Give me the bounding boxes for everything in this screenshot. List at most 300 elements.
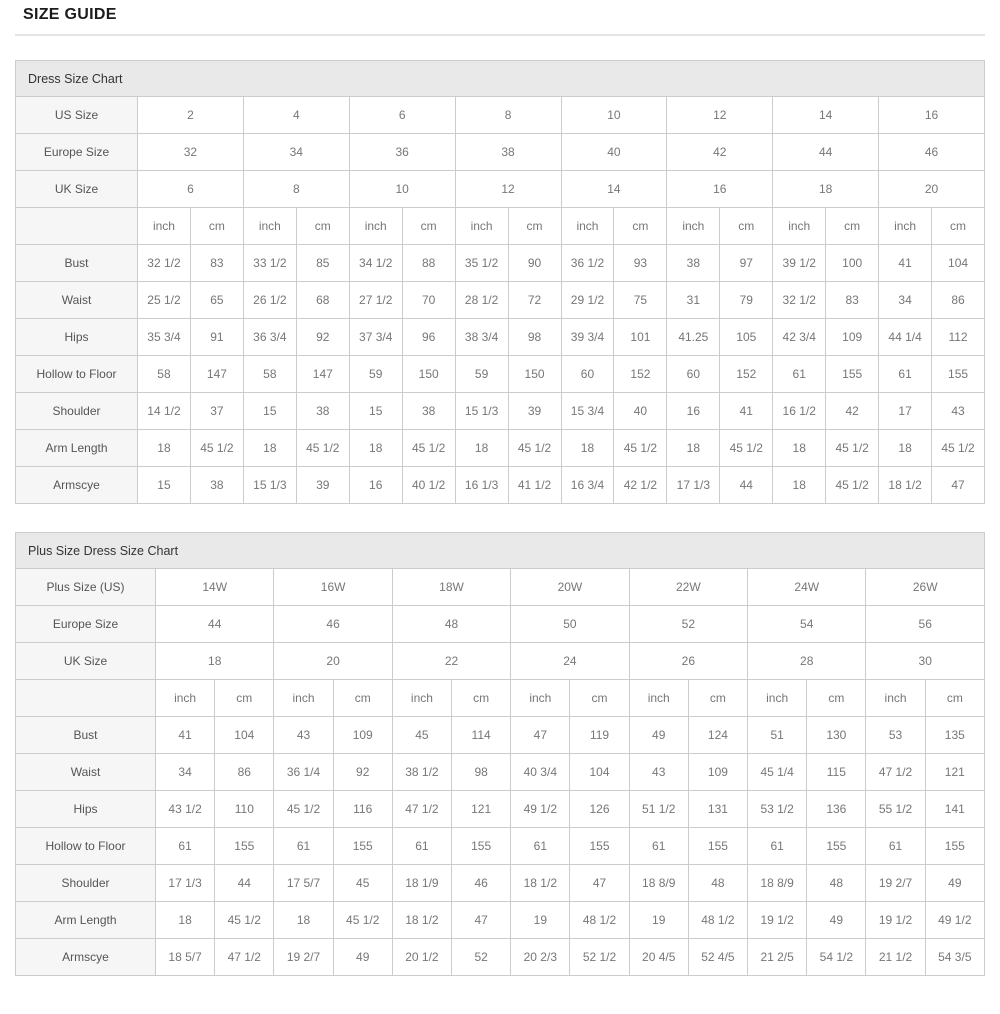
- measurement-row: [16, 717, 985, 754]
- measurement-row: [16, 393, 985, 430]
- measurement-value-cell: 61: [748, 828, 807, 865]
- unit-row: [16, 680, 985, 717]
- measurement-value-cell: 43: [932, 393, 985, 430]
- measurement-value-cell: 18: [773, 430, 826, 467]
- measurement-value-cell: 47 1/2: [215, 939, 274, 976]
- size-value-cell: 36: [349, 134, 455, 171]
- measurement-value-cell: 42: [826, 393, 879, 430]
- measurement-value-cell: 104: [932, 245, 985, 282]
- size-value-cell: 24: [511, 643, 629, 680]
- measurement-value-cell: 61: [392, 828, 451, 865]
- measurement-value-cell: 16 3/4: [561, 467, 614, 504]
- measurement-value-cell: 19 2/7: [866, 865, 925, 902]
- size-value-cell: 4: [243, 97, 349, 134]
- measurement-value-cell: 52: [452, 939, 511, 976]
- measurement-value-cell: 43: [274, 717, 333, 754]
- measurement-value-cell: 37 3/4: [349, 319, 402, 356]
- measurement-row: [16, 319, 985, 356]
- unit-cell: inch: [866, 680, 925, 717]
- measurement-value-cell: 101: [614, 319, 667, 356]
- measurement-row: [16, 282, 985, 319]
- unit-cell: cm: [508, 208, 561, 245]
- measurement-value-cell: 19 2/7: [274, 939, 333, 976]
- measurement-value-cell: 45 1/4: [748, 754, 807, 791]
- measurement-value-cell: 155: [452, 828, 511, 865]
- row-label: Waist: [16, 754, 156, 791]
- size-value-cell: 14: [773, 97, 879, 134]
- measurement-value-cell: 19 1/2: [748, 902, 807, 939]
- measurement-value-cell: 105: [720, 319, 773, 356]
- size-value-cell: 14: [561, 171, 667, 208]
- size-value-cell: 50: [511, 606, 629, 643]
- measurement-value-cell: 72: [508, 282, 561, 319]
- size-value-cell: 44: [773, 134, 879, 171]
- measurement-value-cell: 52 4/5: [688, 939, 747, 976]
- unit-cell: inch: [773, 208, 826, 245]
- measurement-value-cell: 104: [215, 717, 274, 754]
- row-label: Armscye: [16, 467, 138, 504]
- measurement-value-cell: 48: [688, 865, 747, 902]
- measurement-value-cell: 98: [452, 754, 511, 791]
- row-label: Shoulder: [16, 865, 156, 902]
- measurement-value-cell: 39 3/4: [561, 319, 614, 356]
- row-label: UK Size: [16, 643, 156, 680]
- measurement-value-cell: 45 1/2: [932, 430, 985, 467]
- unit-cell: cm: [296, 208, 349, 245]
- measurement-row: [16, 791, 985, 828]
- measurement-value-cell: 15 1/3: [455, 393, 508, 430]
- measurement-value-cell: 17 1/3: [156, 865, 215, 902]
- measurement-row: [16, 467, 985, 504]
- measurement-value-cell: 49: [807, 902, 866, 939]
- measurement-value-cell: 34 1/2: [349, 245, 402, 282]
- size-value-cell: 30: [866, 643, 985, 680]
- row-label: Europe Size: [16, 134, 138, 171]
- empty-label-cell: [16, 208, 138, 245]
- row-label: Bust: [16, 245, 138, 282]
- row-label: Waist: [16, 282, 138, 319]
- measurement-value-cell: 68: [296, 282, 349, 319]
- measurement-value-cell: 29 1/2: [561, 282, 614, 319]
- measurement-value-cell: 37: [190, 393, 243, 430]
- measurement-value-cell: 45 1/2: [826, 467, 879, 504]
- measurement-value-cell: 109: [333, 717, 392, 754]
- size-row: [16, 569, 985, 606]
- measurement-value-cell: 97: [720, 245, 773, 282]
- measurement-value-cell: 155: [826, 356, 879, 393]
- table-title-row: [16, 533, 985, 569]
- measurement-value-cell: 18 1/9: [392, 865, 451, 902]
- unit-cell: inch: [392, 680, 451, 717]
- size-value-cell: 12: [667, 97, 773, 134]
- measurement-value-cell: 38: [402, 393, 455, 430]
- measurement-value-cell: 65: [190, 282, 243, 319]
- measurement-value-cell: 47: [511, 717, 570, 754]
- size-value-cell: 26W: [866, 569, 985, 606]
- measurement-value-cell: 92: [296, 319, 349, 356]
- size-value-cell: 14W: [156, 569, 274, 606]
- measurement-row: [16, 865, 985, 902]
- measurement-value-cell: 35 3/4: [138, 319, 191, 356]
- measurement-value-cell: 61: [511, 828, 570, 865]
- measurement-value-cell: 34: [156, 754, 215, 791]
- size-value-cell: 12: [455, 171, 561, 208]
- size-row: [16, 171, 985, 208]
- measurement-value-cell: 100: [826, 245, 879, 282]
- measurement-value-cell: 46: [452, 865, 511, 902]
- measurement-value-cell: 150: [508, 356, 561, 393]
- measurement-row: [16, 430, 985, 467]
- unit-cell: inch: [879, 208, 932, 245]
- unit-cell: inch: [561, 208, 614, 245]
- unit-cell: inch: [138, 208, 191, 245]
- measurement-value-cell: 93: [614, 245, 667, 282]
- measurement-value-cell: 42 1/2: [614, 467, 667, 504]
- measurement-value-cell: 41: [879, 245, 932, 282]
- dress-size-chart-section: [15, 60, 985, 504]
- row-label: Bust: [16, 717, 156, 754]
- measurement-value-cell: 48 1/2: [688, 902, 747, 939]
- measurement-value-cell: 17 5/7: [274, 865, 333, 902]
- table-title: Dress Size Chart: [16, 61, 985, 97]
- measurement-value-cell: 44: [215, 865, 274, 902]
- measurement-value-cell: 150: [402, 356, 455, 393]
- unit-cell: inch: [156, 680, 215, 717]
- measurement-value-cell: 155: [807, 828, 866, 865]
- measurement-value-cell: 20 1/2: [392, 939, 451, 976]
- size-value-cell: 6: [138, 171, 244, 208]
- measurement-value-cell: 114: [452, 717, 511, 754]
- measurement-value-cell: 83: [826, 282, 879, 319]
- measurement-value-cell: 18: [879, 430, 932, 467]
- size-value-cell: 10: [349, 171, 455, 208]
- measurement-value-cell: 115: [807, 754, 866, 791]
- size-value-cell: 20: [274, 643, 392, 680]
- unit-cell: inch: [667, 208, 720, 245]
- measurement-value-cell: 155: [688, 828, 747, 865]
- measurement-row: [16, 939, 985, 976]
- measurement-value-cell: 45 1/2: [826, 430, 879, 467]
- measurement-value-cell: 38: [296, 393, 349, 430]
- measurement-value-cell: 40 1/2: [402, 467, 455, 504]
- measurement-value-cell: 45 1/2: [720, 430, 773, 467]
- measurement-row: [16, 902, 985, 939]
- size-value-cell: 16W: [274, 569, 392, 606]
- measurement-value-cell: 41: [720, 393, 773, 430]
- unit-cell: cm: [570, 680, 629, 717]
- size-value-cell: 22W: [629, 569, 747, 606]
- unit-cell: inch: [243, 208, 296, 245]
- measurement-value-cell: 39: [508, 393, 561, 430]
- size-value-cell: 22: [392, 643, 510, 680]
- measurement-value-cell: 55 1/2: [866, 791, 925, 828]
- unit-cell: cm: [688, 680, 747, 717]
- row-label: Shoulder: [16, 393, 138, 430]
- measurement-value-cell: 61: [773, 356, 826, 393]
- measurement-value-cell: 38: [667, 245, 720, 282]
- row-label: Plus Size (US): [16, 569, 156, 606]
- measurement-value-cell: 58: [243, 356, 296, 393]
- measurement-value-cell: 109: [826, 319, 879, 356]
- unit-cell: cm: [215, 680, 274, 717]
- row-label: Arm Length: [16, 430, 138, 467]
- unit-cell: cm: [826, 208, 879, 245]
- row-label: Hollow to Floor: [16, 828, 156, 865]
- measurement-value-cell: 18: [455, 430, 508, 467]
- size-value-cell: 46: [879, 134, 985, 171]
- measurement-value-cell: 45 1/2: [614, 430, 667, 467]
- size-row: [16, 134, 985, 171]
- measurement-value-cell: 15 1/3: [243, 467, 296, 504]
- row-label: Hollow to Floor: [16, 356, 138, 393]
- measurement-value-cell: 47 1/2: [866, 754, 925, 791]
- size-value-cell: 52: [629, 606, 747, 643]
- measurement-value-cell: 40: [614, 393, 667, 430]
- measurement-value-cell: 44: [720, 467, 773, 504]
- measurement-value-cell: 126: [570, 791, 629, 828]
- measurement-value-cell: 18: [561, 430, 614, 467]
- empty-label-cell: [16, 680, 156, 717]
- measurement-value-cell: 18: [667, 430, 720, 467]
- measurement-value-cell: 47: [452, 902, 511, 939]
- measurement-value-cell: 45: [333, 865, 392, 902]
- measurement-value-cell: 86: [932, 282, 985, 319]
- measurement-value-cell: 48 1/2: [570, 902, 629, 939]
- size-value-cell: 46: [274, 606, 392, 643]
- table-title-row: [16, 61, 985, 97]
- measurement-value-cell: 155: [932, 356, 985, 393]
- unit-cell: cm: [333, 680, 392, 717]
- measurement-value-cell: 155: [333, 828, 392, 865]
- measurement-value-cell: 38 1/2: [392, 754, 451, 791]
- measurement-value-cell: 121: [925, 754, 984, 791]
- size-value-cell: 40: [561, 134, 667, 171]
- unit-cell: cm: [402, 208, 455, 245]
- measurement-value-cell: 45 1/2: [402, 430, 455, 467]
- row-label: Hips: [16, 319, 138, 356]
- measurement-value-cell: 42 3/4: [773, 319, 826, 356]
- unit-cell: inch: [629, 680, 688, 717]
- size-value-cell: 10: [561, 97, 667, 134]
- size-value-cell: 18: [773, 171, 879, 208]
- measurement-value-cell: 39: [296, 467, 349, 504]
- measurement-value-cell: 112: [932, 319, 985, 356]
- measurement-value-cell: 15 3/4: [561, 393, 614, 430]
- unit-cell: cm: [452, 680, 511, 717]
- measurement-value-cell: 36 3/4: [243, 319, 296, 356]
- row-label: US Size: [16, 97, 138, 134]
- measurement-value-cell: 61: [629, 828, 688, 865]
- measurement-value-cell: 40 3/4: [511, 754, 570, 791]
- measurement-value-cell: 45 1/2: [296, 430, 349, 467]
- measurement-value-cell: 33 1/2: [243, 245, 296, 282]
- measurement-value-cell: 32 1/2: [138, 245, 191, 282]
- measurement-row: [16, 754, 985, 791]
- unit-cell: inch: [511, 680, 570, 717]
- measurement-value-cell: 21 1/2: [866, 939, 925, 976]
- measurement-value-cell: 79: [720, 282, 773, 319]
- measurement-value-cell: 16: [349, 467, 402, 504]
- measurement-value-cell: 45 1/2: [215, 902, 274, 939]
- measurement-value-cell: 18: [773, 467, 826, 504]
- measurement-value-cell: 131: [688, 791, 747, 828]
- measurement-value-cell: 51 1/2: [629, 791, 688, 828]
- measurement-value-cell: 45 1/2: [508, 430, 561, 467]
- row-label: Europe Size: [16, 606, 156, 643]
- measurement-value-cell: 85: [296, 245, 349, 282]
- size-value-cell: 8: [455, 97, 561, 134]
- measurement-value-cell: 36 1/2: [561, 245, 614, 282]
- size-row: [16, 97, 985, 134]
- size-value-cell: 20: [879, 171, 985, 208]
- measurement-value-cell: 19 1/2: [866, 902, 925, 939]
- measurement-value-cell: 104: [570, 754, 629, 791]
- measurement-value-cell: 121: [452, 791, 511, 828]
- unit-cell: cm: [925, 680, 984, 717]
- unit-cell: cm: [807, 680, 866, 717]
- table-title: Plus Size Dress Size Chart: [16, 533, 985, 569]
- measurement-value-cell: 27 1/2: [349, 282, 402, 319]
- measurement-value-cell: 38: [190, 467, 243, 504]
- measurement-value-cell: 155: [215, 828, 274, 865]
- measurement-value-cell: 15: [138, 467, 191, 504]
- measurement-value-cell: 119: [570, 717, 629, 754]
- measurement-value-cell: 48: [807, 865, 866, 902]
- measurement-value-cell: 15: [349, 393, 402, 430]
- measurement-value-cell: 86: [215, 754, 274, 791]
- size-row: [16, 606, 985, 643]
- measurement-value-cell: 116: [333, 791, 392, 828]
- measurement-value-cell: 45: [392, 717, 451, 754]
- measurement-value-cell: 110: [215, 791, 274, 828]
- size-value-cell: 18: [156, 643, 274, 680]
- measurement-value-cell: 152: [720, 356, 773, 393]
- measurement-value-cell: 130: [807, 717, 866, 754]
- size-value-cell: 2: [138, 97, 244, 134]
- dress-size-chart-table: [15, 60, 985, 504]
- measurement-value-cell: 53 1/2: [748, 791, 807, 828]
- measurement-value-cell: 36 1/4: [274, 754, 333, 791]
- measurement-value-cell: 26 1/2: [243, 282, 296, 319]
- measurement-value-cell: 141: [925, 791, 984, 828]
- size-value-cell: 26: [629, 643, 747, 680]
- measurement-value-cell: 61: [879, 356, 932, 393]
- measurement-value-cell: 18 1/2: [392, 902, 451, 939]
- row-label: Hips: [16, 791, 156, 828]
- size-value-cell: 38: [455, 134, 561, 171]
- measurement-value-cell: 61: [274, 828, 333, 865]
- size-value-cell: 8: [243, 171, 349, 208]
- measurement-value-cell: 18 1/2: [511, 865, 570, 902]
- plus-size-dress-size-chart-table: [15, 532, 985, 976]
- title-divider: [15, 34, 985, 36]
- measurement-value-cell: 18 8/9: [629, 865, 688, 902]
- measurement-value-cell: 152: [614, 356, 667, 393]
- measurement-value-cell: 17 1/3: [667, 467, 720, 504]
- measurement-value-cell: 18: [156, 902, 215, 939]
- measurement-value-cell: 41 1/2: [508, 467, 561, 504]
- size-value-cell: 48: [392, 606, 510, 643]
- measurement-value-cell: 61: [866, 828, 925, 865]
- measurement-value-cell: 61: [156, 828, 215, 865]
- unit-cell: inch: [455, 208, 508, 245]
- unit-cell: inch: [274, 680, 333, 717]
- measurement-value-cell: 51: [748, 717, 807, 754]
- measurement-value-cell: 43: [629, 754, 688, 791]
- row-label: Arm Length: [16, 902, 156, 939]
- page-title: SIZE GUIDE: [23, 6, 117, 23]
- measurement-value-cell: 155: [570, 828, 629, 865]
- measurement-value-cell: 135: [925, 717, 984, 754]
- measurement-value-cell: 45 1/2: [333, 902, 392, 939]
- size-value-cell: 56: [866, 606, 985, 643]
- measurement-value-cell: 16: [667, 393, 720, 430]
- measurement-value-cell: 25 1/2: [138, 282, 191, 319]
- measurement-value-cell: 18: [274, 902, 333, 939]
- measurement-value-cell: 53: [866, 717, 925, 754]
- measurement-value-cell: 43 1/2: [156, 791, 215, 828]
- plus-size-dress-size-chart-section: [15, 532, 985, 976]
- measurement-value-cell: 75: [614, 282, 667, 319]
- measurement-value-cell: 18: [243, 430, 296, 467]
- row-label: UK Size: [16, 171, 138, 208]
- measurement-value-cell: 88: [402, 245, 455, 282]
- measurement-row: [16, 245, 985, 282]
- unit-cell: inch: [748, 680, 807, 717]
- measurement-value-cell: 58: [138, 356, 191, 393]
- size-value-cell: 16: [667, 171, 773, 208]
- measurement-value-cell: 83: [190, 245, 243, 282]
- size-value-cell: 28: [748, 643, 866, 680]
- measurement-row: [16, 828, 985, 865]
- measurement-value-cell: 49: [333, 939, 392, 976]
- measurement-value-cell: 136: [807, 791, 866, 828]
- measurement-value-cell: 16 1/2: [773, 393, 826, 430]
- unit-cell: cm: [932, 208, 985, 245]
- measurement-value-cell: 47: [932, 467, 985, 504]
- measurement-value-cell: 19: [511, 902, 570, 939]
- measurement-value-cell: 14 1/2: [138, 393, 191, 430]
- unit-cell: cm: [190, 208, 243, 245]
- measurement-value-cell: 28 1/2: [455, 282, 508, 319]
- unit-row: [16, 208, 985, 245]
- measurement-value-cell: 49: [629, 717, 688, 754]
- measurement-value-cell: 147: [190, 356, 243, 393]
- size-value-cell: 34: [243, 134, 349, 171]
- size-value-cell: 32: [138, 134, 244, 171]
- measurement-row: [16, 356, 985, 393]
- size-value-cell: 20W: [511, 569, 629, 606]
- measurement-value-cell: 49 1/2: [511, 791, 570, 828]
- measurement-value-cell: 98: [508, 319, 561, 356]
- unit-cell: inch: [349, 208, 402, 245]
- size-value-cell: 42: [667, 134, 773, 171]
- measurement-value-cell: 155: [925, 828, 984, 865]
- measurement-value-cell: 96: [402, 319, 455, 356]
- measurement-value-cell: 54 1/2: [807, 939, 866, 976]
- measurement-value-cell: 34: [879, 282, 932, 319]
- measurement-value-cell: 60: [561, 356, 614, 393]
- measurement-value-cell: 20 2/3: [511, 939, 570, 976]
- measurement-value-cell: 17: [879, 393, 932, 430]
- measurement-value-cell: 70: [402, 282, 455, 319]
- measurement-value-cell: 49 1/2: [925, 902, 984, 939]
- measurement-value-cell: 39 1/2: [773, 245, 826, 282]
- measurement-value-cell: 44 1/4: [879, 319, 932, 356]
- measurement-value-cell: 49: [925, 865, 984, 902]
- measurement-value-cell: 18: [349, 430, 402, 467]
- measurement-value-cell: 32 1/2: [773, 282, 826, 319]
